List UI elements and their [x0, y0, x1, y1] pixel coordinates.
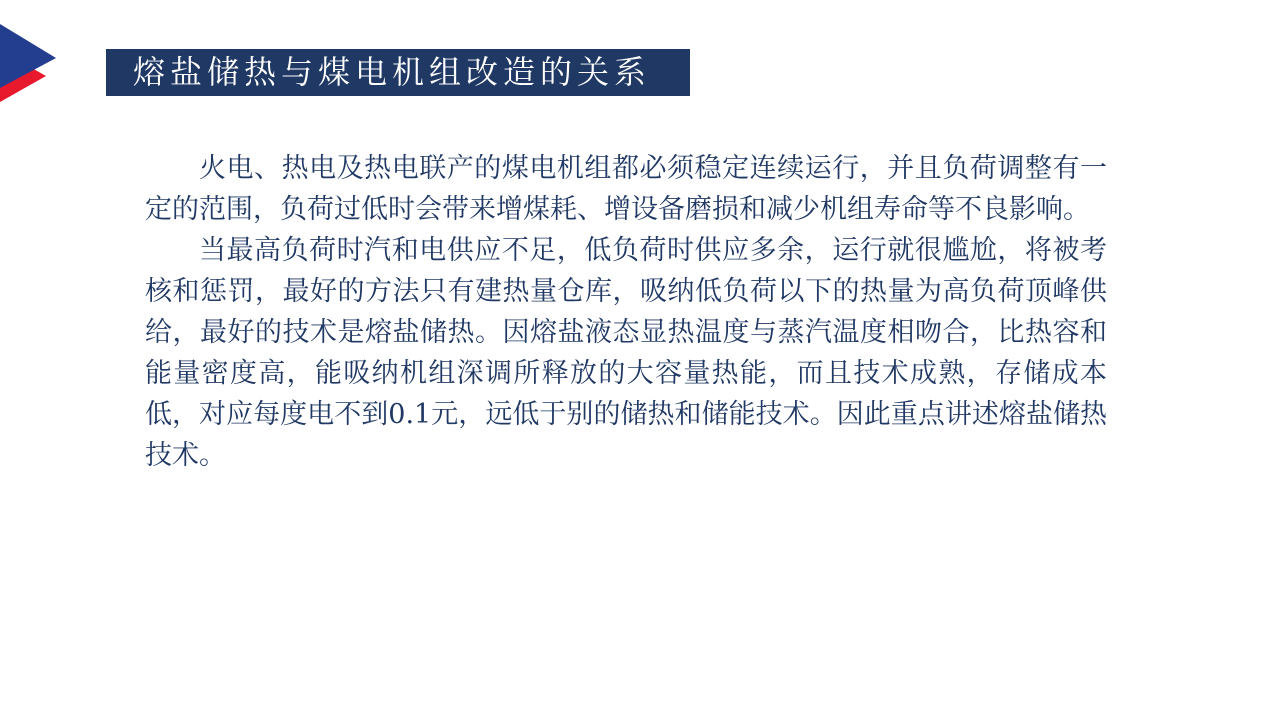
slide-body	[145, 148, 1107, 476]
body-paragraph-2: 当最高负荷时汽和电供应不足，低负荷时供应多余，运行就很尴尬，将被考核和惩罚，最好的方法只有建热量仓库，吸纳低负荷以下的热量为高负荷顶峰供给，最好的技术是熔盐储热。因熔盐液态显热温度与蒸汽温度相吻合，比热容和能量密度高，能吸纳机组深调所释放的大容量热能，而且技术成熟，存储成本低，对应每度电不到0.1元，远低于别的储热和储能技术。因此重点讲述熔盐储热技术。	[145, 235, 1107, 471]
body-paragraph-1: 火电、热电及热电联产的煤电机组都必须稳定连续运行，并且负荷调整有一定的范围，负荷过低时会带来增煤耗、增设备磨损和减少机组寿命等不良影响。	[145, 153, 1107, 225]
corner-chevron-decoration	[0, 0, 70, 120]
page-title: 熔盐储热与煤电机组改造的关系	[133, 53, 652, 91]
slide-title-bar	[106, 49, 690, 96]
